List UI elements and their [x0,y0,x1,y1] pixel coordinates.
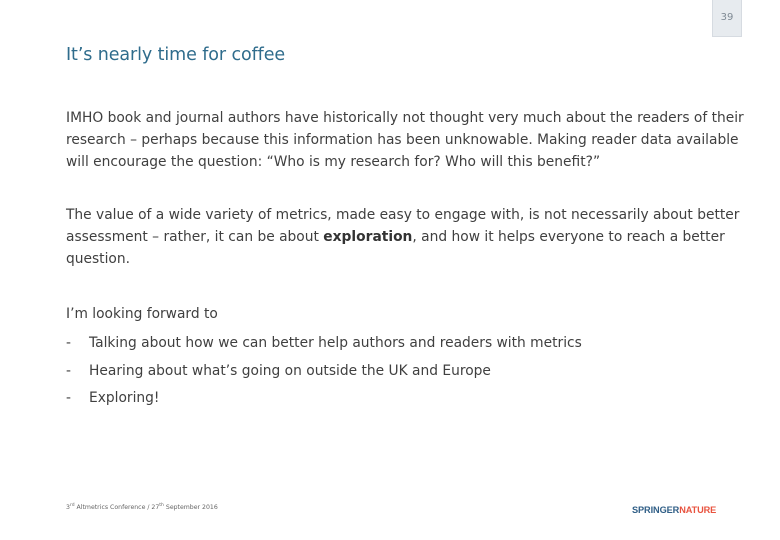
paragraph-readers: IMHO book and journal authors have historically not thought very much about the readers of their research – perhaps because this information has been unknowable. Making reader data available will encourage the question: “Who is my research for? Who will this benefit?” [66,110,744,170]
list-item-text: Exploring! [89,390,160,406]
looking-forward-intro: I’m looking forward to [66,306,218,322]
bullet-dash: - [66,390,71,406]
bullet-dash: - [66,335,71,351]
exploration-emphasis: exploration [323,229,413,245]
list-item [66,330,582,358]
list-item-text: Talking about how we can better help authors and readers with metrics [89,335,582,351]
list-item [66,358,582,386]
footer-date: September 2016 [163,504,218,511]
paragraph-metrics-start: The value of a wide variety of metrics, made easy to engage with, is not necessarily about better assessment – rather, it can be about [66,207,740,245]
footer-citation [66,503,218,511]
footer-ordinal-suffix: rd [69,503,75,508]
logo-springer: SPRINGER [632,505,680,515]
list-item-text: Hearing about what’s going on outside the UK and Europe [89,362,491,379]
page-number-tab [712,0,742,37]
page-number: 39 [720,12,734,23]
paragraph-metrics [66,204,756,270]
list-item [66,385,582,413]
looking-forward-list [66,330,582,413]
logo-nature: NATURE [679,505,717,515]
footer-ordinal: 3 [66,504,70,511]
footer-date-suffix: th [159,503,164,508]
springer-nature-logo [632,505,716,515]
footer-conference: Altmetrics Conference / 27 [74,504,160,511]
bullet-dash: - [66,362,71,379]
slide-title: It’s nearly time for coffee [66,45,286,65]
paragraph-metrics-end: , and how it helps everyone to reach a better question. [66,229,725,267]
